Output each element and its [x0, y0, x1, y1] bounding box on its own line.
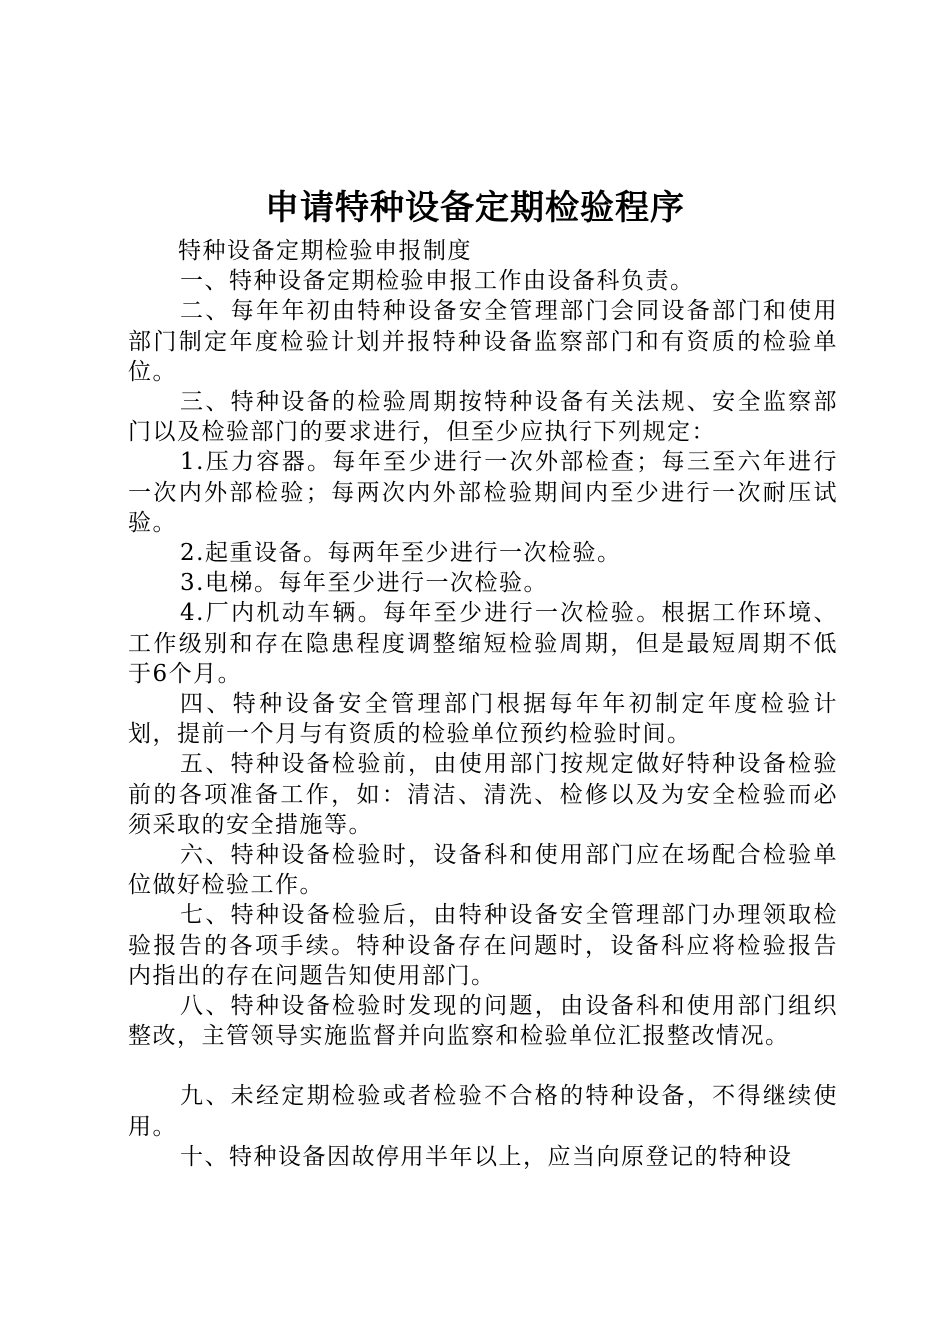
paragraph-spacer	[128, 1051, 838, 1081]
paragraph-1: 一、特种设备定期检验申报工作由设备科负责。	[180, 268, 695, 295]
list-item-pressure-vessel: 1.压力容器。每年至少进行一次外部检查；每三至六年进行一次内外部检验；每两次内外部检验期间内至少进行一次耐压试验。	[128, 449, 838, 536]
paragraph-10: 十、特种设备因故停用半年以上，应当向原登记的特种设	[180, 1143, 793, 1170]
document-title: 申请特种设备定期检验程序	[265, 188, 685, 228]
list-item-lifting-equipment: 2.起重设备。每两年至少进行一次检验。	[180, 540, 622, 567]
paragraph-9: 九、未经定期检验或者检验不合格的特种设备，不得继续使用。	[128, 1083, 838, 1140]
paragraph-4: 四、特种设备安全管理部门根据每年年初制定年度检验计划，提前一个月与有资质的检验单位预约检验时间。	[128, 691, 838, 748]
paragraph-6: 六、特种设备检验时，设备科和使用部门应在场配合检验单位做好检验工作。	[128, 842, 838, 899]
list-item-elevator: 3.电梯。每年至少进行一次检验。	[180, 570, 548, 597]
paragraph-3: 三、特种设备的检验周期按特种设备有关法规、安全监察部门以及检验部门的要求进行，但至少应执行下列规定：	[128, 389, 838, 446]
paragraph-5: 五、特种设备检验前，由使用部门按规定做好特种设备检验前的各项准备工作，如：清洁、清洗、检修以及为安全检验而必须采取的安全措施等。	[128, 751, 838, 838]
paragraph-8: 八、特种设备检验时发现的问题，由设备科和使用部门组织整改，主管领导实施监督并向监察和检验单位汇报整改情况。	[128, 993, 838, 1050]
section-heading: 特种设备定期检验申报制度	[178, 238, 472, 264]
paragraph-2: 二、每年年初由特种设备安全管理部门会同设备部门和使用部门制定年度检验计划并报特种设备监察部门和有资质的检验单位。	[128, 298, 838, 385]
list-item-vehicles: 4.厂内机动车辆。每年至少进行一次检验。根据工作环境、工作级别和存在隐患程度调整缩短检验周期，但是最短周期不低于6个月。	[128, 600, 838, 687]
document-body	[128, 236, 838, 1172]
paragraph-7: 七、特种设备检验后，由特种设备安全管理部门办理领取检验报告的各项手续。特种设备存在问题时，设备科应将检验报告内指出的存在问题告知使用部门。	[128, 902, 838, 989]
